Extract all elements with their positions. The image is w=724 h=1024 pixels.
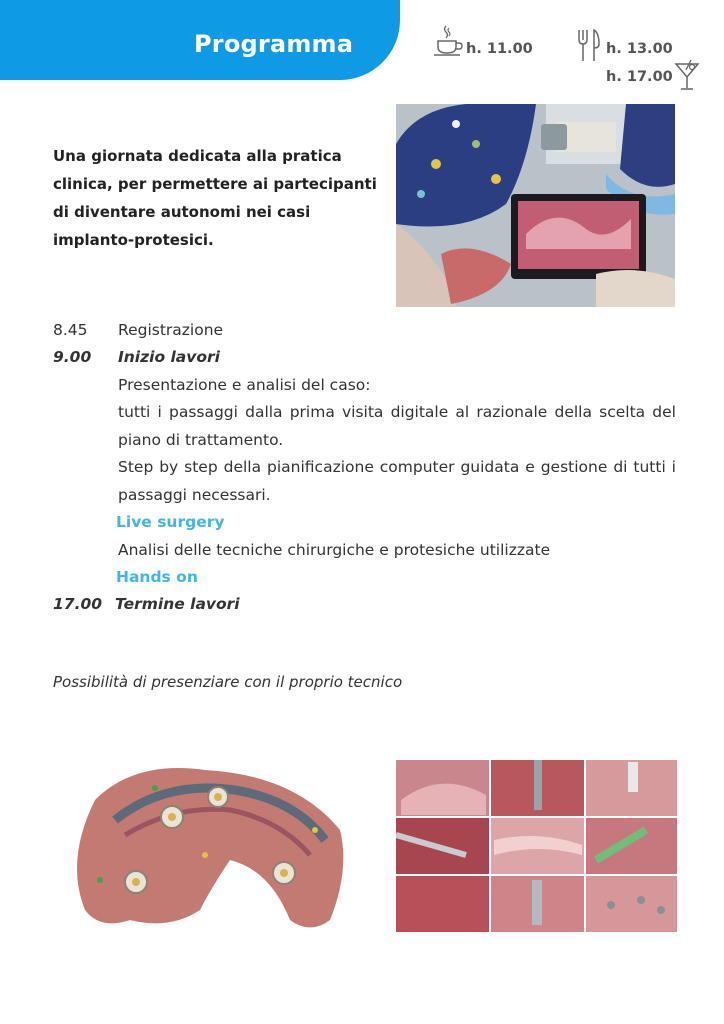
label-start: Inizio lavori (118, 348, 220, 366)
steps-text-2: Step by step della pianificazione computer guidata e gestione di tutti i passaggi necessari. (118, 458, 676, 504)
page-title: Programma (194, 30, 354, 58)
break-time-coffee: h. 11.00 (466, 41, 533, 57)
time-start: 9.00 (53, 348, 92, 366)
label-analysis: Analisi delle tecniche chirurgiche e protesiche utilizzate (118, 541, 551, 559)
surgery-photo (396, 104, 675, 307)
fork-knife-icon (577, 28, 601, 64)
label-end: Termine lavori (115, 595, 240, 613)
break-time-lunch: h. 13.00 (606, 41, 673, 57)
label-live-surgery: Live surgery (116, 513, 225, 531)
steps-text-1: tutti i passaggi dalla prima visita digitale al razionale della scelta del piano di trattamento. (118, 403, 676, 449)
technician-note: Possibilità di presenziare con il proprio tecnico (53, 673, 403, 691)
presentation-text: Presentazione e analisi del caso: (118, 376, 371, 394)
label-registration: Registrazione (118, 321, 224, 339)
cocktail-glass-icon (673, 58, 701, 92)
coffee-cup-icon (432, 24, 464, 58)
clinical-photo-grid (396, 760, 677, 932)
intro-text: Una giornata dedicata alla pratica clinica, per permettere ai partecipanti di diventare autonomi nei casi implanto-protesici. (53, 147, 377, 249)
time-registration: 8.45 (53, 321, 88, 339)
label-hands-on: Hands on (116, 568, 198, 586)
time-end: 17.00 (53, 595, 103, 613)
break-time-aperitivo: h. 17.00 (606, 69, 673, 85)
scan-3d-image (55, 760, 360, 935)
